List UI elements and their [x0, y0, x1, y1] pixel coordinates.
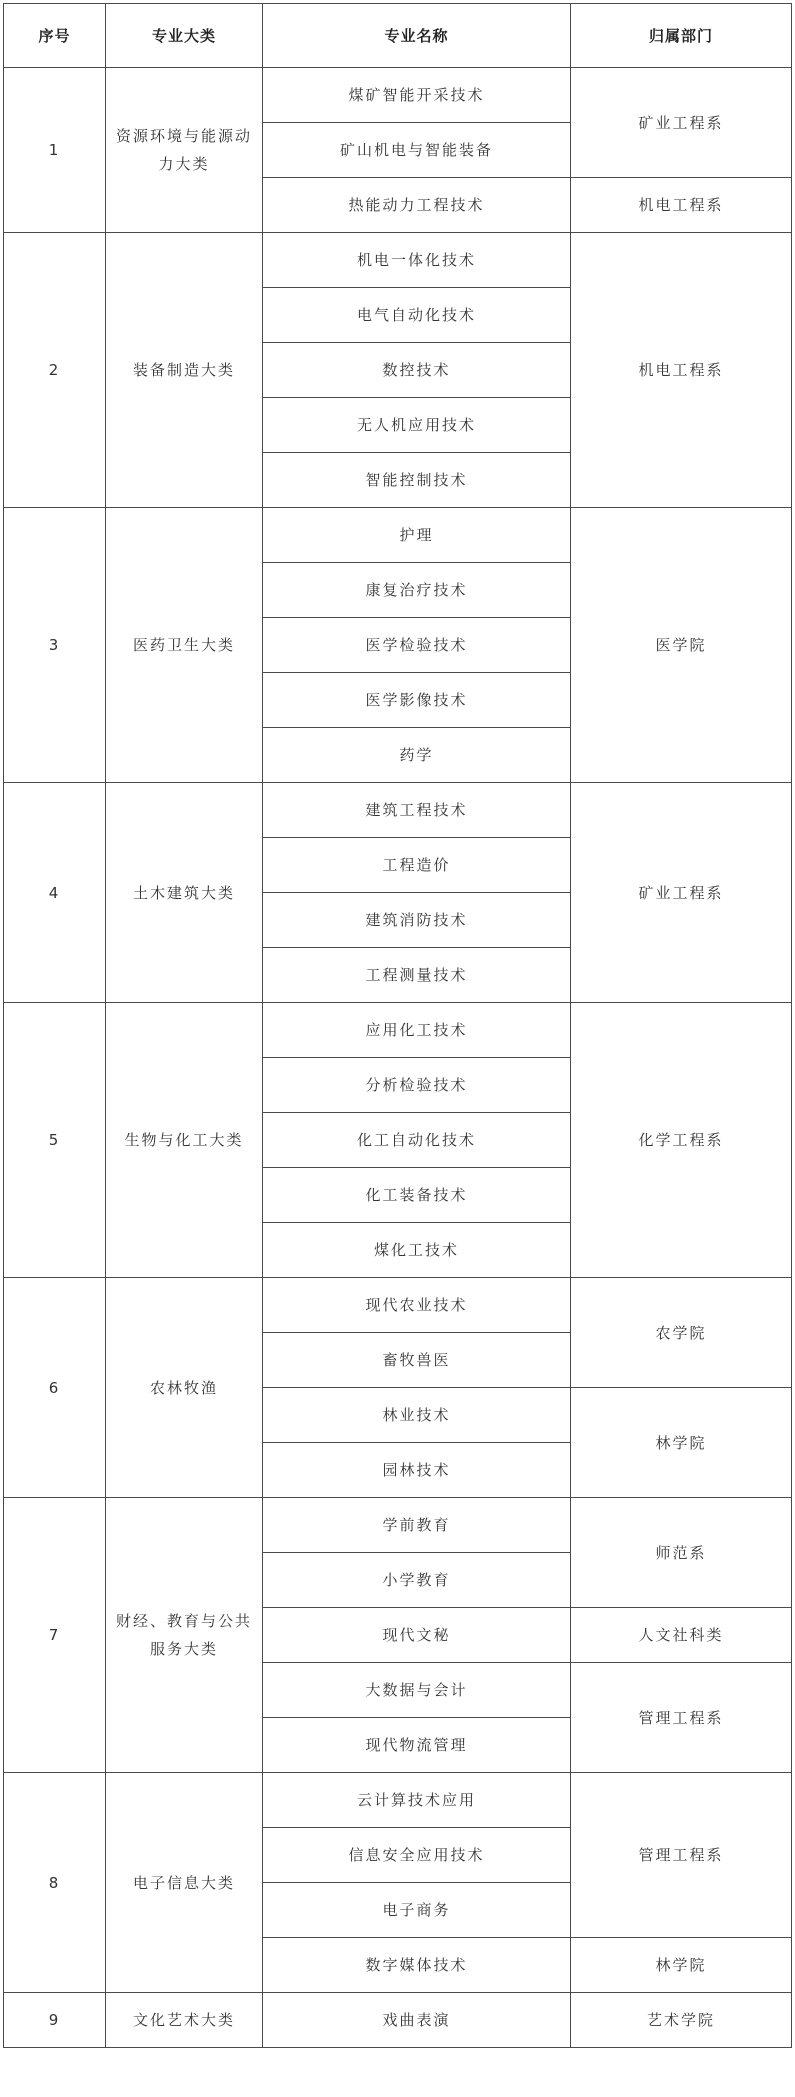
- major-name-cell: 药学: [263, 728, 571, 783]
- major-name-cell: 林业技术: [263, 1388, 571, 1443]
- table-row: [4, 508, 792, 563]
- header-department: 归属部门: [571, 4, 792, 68]
- row-number: 5: [4, 1003, 106, 1278]
- department-cell: 艺术学院: [571, 1993, 792, 2048]
- major-name-cell: 建筑消防技术: [263, 893, 571, 948]
- major-name-cell: 现代文秘: [263, 1608, 571, 1663]
- row-number: 8: [4, 1773, 106, 1993]
- department-cell: 管理工程系: [571, 1773, 792, 1938]
- major-name-cell: 无人机应用技术: [263, 398, 571, 453]
- row-number: 2: [4, 233, 106, 508]
- major-name-cell: 煤矿智能开采技术: [263, 68, 571, 123]
- row-number: 7: [4, 1498, 106, 1773]
- major-name-cell: 现代物流管理: [263, 1718, 571, 1773]
- major-name-cell: 小学教育: [263, 1553, 571, 1608]
- department-cell: 林学院: [571, 1938, 792, 1993]
- major-name-cell: 园林技术: [263, 1443, 571, 1498]
- table-row: [4, 1003, 792, 1058]
- major-name-cell: 数字媒体技术: [263, 1938, 571, 1993]
- header-number: 序号: [4, 4, 106, 68]
- major-name-cell: 矿山机电与智能装备: [263, 123, 571, 178]
- table-row: [4, 1498, 792, 1553]
- major-name-cell: 应用化工技术: [263, 1003, 571, 1058]
- table-row: [4, 233, 792, 288]
- department-cell: 医学院: [571, 508, 792, 783]
- row-number: 6: [4, 1278, 106, 1498]
- major-name-cell: 戏曲表演: [263, 1993, 571, 2048]
- table-row: [4, 1278, 792, 1333]
- major-name-cell: 学前教育: [263, 1498, 571, 1553]
- category-cell: 生物与化工大类: [106, 1003, 263, 1278]
- header-major-name: 专业名称: [263, 4, 571, 68]
- major-name-cell: 建筑工程技术: [263, 783, 571, 838]
- major-name-cell: 化工装备技术: [263, 1168, 571, 1223]
- major-name-cell: 数控技术: [263, 343, 571, 398]
- major-name-cell: 护理: [263, 508, 571, 563]
- department-cell: 人文社科类: [571, 1608, 792, 1663]
- major-name-cell: 医学检验技术: [263, 618, 571, 673]
- row-number: 9: [4, 1993, 106, 2048]
- row-number: 3: [4, 508, 106, 783]
- category-cell: 财经、教育与公共服务大类: [106, 1498, 263, 1773]
- header-category: 专业大类: [106, 4, 263, 68]
- category-cell: 资源环境与能源动力大类: [106, 68, 263, 233]
- category-cell: 农林牧渔: [106, 1278, 263, 1498]
- major-name-cell: 医学影像技术: [263, 673, 571, 728]
- table-row: [4, 1773, 792, 1828]
- header-row: [4, 4, 792, 68]
- major-name-cell: 工程造价: [263, 838, 571, 893]
- major-name-cell: 云计算技术应用: [263, 1773, 571, 1828]
- department-cell: 机电工程系: [571, 178, 792, 233]
- table-row: [4, 783, 792, 838]
- major-name-cell: 大数据与会计: [263, 1663, 571, 1718]
- major-name-cell: 畜牧兽医: [263, 1333, 571, 1388]
- table-row: [4, 1993, 792, 2048]
- row-number: 4: [4, 783, 106, 1003]
- department-cell: 矿业工程系: [571, 68, 792, 178]
- row-number: 1: [4, 68, 106, 233]
- major-name-cell: 康复治疗技术: [263, 563, 571, 618]
- major-name-cell: 热能动力工程技术: [263, 178, 571, 233]
- major-name-cell: 分析检验技术: [263, 1058, 571, 1113]
- major-name-cell: 信息安全应用技术: [263, 1828, 571, 1883]
- category-cell: 文化艺术大类: [106, 1993, 263, 2048]
- department-cell: 农学院: [571, 1278, 792, 1388]
- major-name-cell: 电气自动化技术: [263, 288, 571, 343]
- major-name-cell: 电子商务: [263, 1883, 571, 1938]
- department-cell: 化学工程系: [571, 1003, 792, 1278]
- major-name-cell: 煤化工技术: [263, 1223, 571, 1278]
- table-body: [4, 68, 792, 2048]
- category-cell: 医药卫生大类: [106, 508, 263, 783]
- major-name-cell: 化工自动化技术: [263, 1113, 571, 1168]
- category-cell: 土木建筑大类: [106, 783, 263, 1003]
- major-name-cell: 工程测量技术: [263, 948, 571, 1003]
- department-cell: 林学院: [571, 1388, 792, 1498]
- department-cell: 矿业工程系: [571, 783, 792, 1003]
- category-cell: 电子信息大类: [106, 1773, 263, 1993]
- majors-table-container: [3, 3, 792, 2048]
- major-name-cell: 现代农业技术: [263, 1278, 571, 1333]
- department-cell: 机电工程系: [571, 233, 792, 508]
- major-name-cell: 机电一体化技术: [263, 233, 571, 288]
- majors-table: [3, 3, 792, 2048]
- category-cell: 装备制造大类: [106, 233, 263, 508]
- department-cell: 师范系: [571, 1498, 792, 1608]
- table-row: [4, 68, 792, 123]
- department-cell: 管理工程系: [571, 1663, 792, 1773]
- major-name-cell: 智能控制技术: [263, 453, 571, 508]
